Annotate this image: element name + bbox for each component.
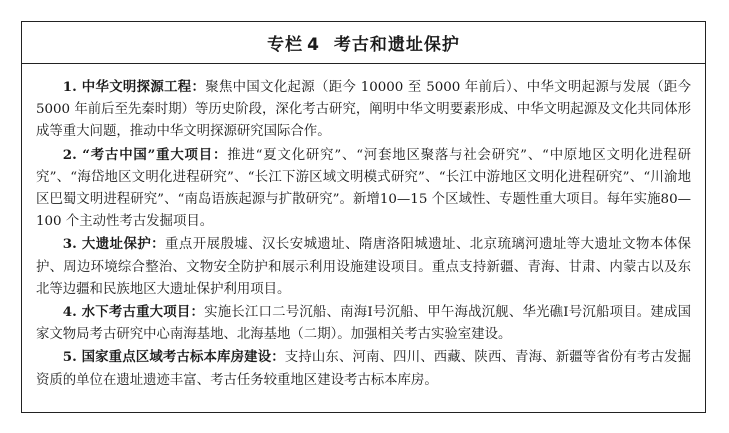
item-body: 重点开展殷墟、汉长安城遗址、隋唐洛阳城遗址、北京琉璃河遗址等大遗址文物本体保护、周边环境综合整治、文物安全防护和展示利用设施建设项目。重点支持新疆、青海、甘肃、内蒙古以及东北等边疆和民族地区大遗址保护利用项目。 [36, 237, 692, 297]
column-header [22, 22, 705, 64]
column-body [22, 64, 705, 392]
item-body: 实施长江口二号沉船、南海Ⅰ号沉船、甲午海战沉舰、华光礁Ⅰ号沉船项目。建成国家文物局考古研究中心南海基地、北海基地（二期）。加强相关考古实验室建设。 [36, 305, 692, 343]
column-title-prefix: 专栏 [267, 35, 304, 55]
item-body: 推进“夏文化研究”、“河套地区聚落与社会研究”、“中原地区文明化进程研究”、“海岱地区文明化进程研究”、“长江下游区域文明模式研究”、“长江中游地区文明化进程研究”、“川渝地区巴蜀文明进程研究”、“南岛语族起源与扩散研究”。新增10—15 个区域性、专题性重大项目。每年实施80—100 个主动性考古发掘项目。 [36, 147, 692, 230]
item-body: 支持山东、河南、四川、西藏、陕西、青海、新疆等省份有考古发掘资质的单位在遗址遗迹丰富、考古任务较重地区建设考古标本库房。 [36, 350, 691, 388]
column-title-text: 考古和遗址保护 [333, 35, 460, 55]
item-lead: 4. 水下考古重大项目： [62, 304, 205, 321]
item-lead: 3. 大遗址保护： [62, 236, 166, 253]
item-underwater-archaeology [36, 301, 691, 346]
item-body: 聚焦中国文化起源（距今 10000 至 5000 年前后）、中华文明起源与发展（距今 5000 年前后至先秦时期）等历史阶段，深化考古研究，阐明中华文明要素形成、中华文明起源及文化共同体形成等重大问题，推动中华文明探源研究国际合作。 [36, 80, 692, 140]
column-box [21, 21, 706, 413]
item-major-site-protection [36, 233, 691, 301]
item-specimen-storage [36, 346, 691, 391]
item-lead: 2. “考古中国”重大项目： [62, 146, 228, 163]
item-civilization-origin [36, 76, 691, 144]
item-lead: 1. 中华文明探源工程： [62, 79, 206, 95]
column-title [267, 30, 460, 55]
item-archaeology-china [36, 144, 691, 234]
item-lead: 5. 国家重点区域考古标本库房建设： [62, 349, 285, 366]
column-title-number: 4 [307, 35, 320, 55]
